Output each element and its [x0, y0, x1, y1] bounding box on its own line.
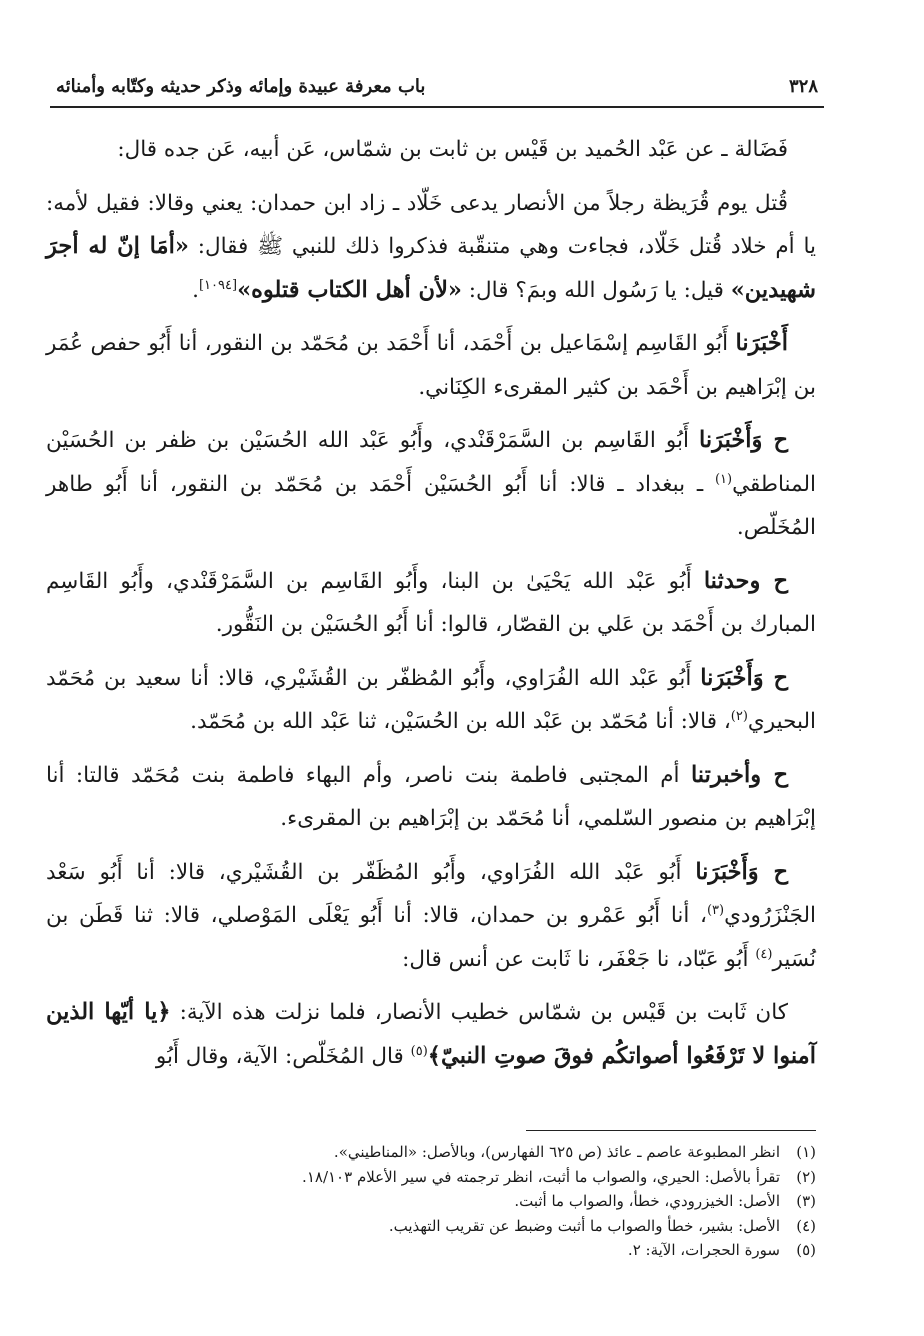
paragraph [46, 560, 816, 647]
footnote-text: انظر المطبوعة عاصم ـ عائذ (ص ٦٢٥ الفهارس)، وبالأصل: «المناطيني». [333, 1143, 780, 1161]
footnote [46, 1189, 816, 1214]
footnote-ref: (٣) [706, 902, 725, 918]
text-segment: أَبُو القَاسِم إسْمَاعيل بن أَحْمَد، أنا أَحْمَد بن مُحَمّد بن النقور، أنا أَبُو حفص عُمَر بن إبْرَاهيم بن أَحْمَد بن كثير المقرىء الكِنَاني. [46, 331, 816, 400]
text-segment: ـ ببغداد ـ قالا: أنا أَبُو الحُسَيْن أَحْمَد بن مُحَمّد بن النقور، أنا أَبُو طاهر المُخَلّص. [46, 471, 816, 540]
paragraph [46, 322, 816, 409]
bold-text: أَخْبَرَنا [735, 330, 788, 356]
footnote [46, 1214, 816, 1239]
text-segment: أَبُو عَبّاد، نا جَعْفَر، نا ثَابت عن أنس قال: [402, 946, 756, 972]
footnote-number: (٣) [796, 1192, 816, 1210]
text-segment: قال المُخَلّص: الآية، وقال أَبُو [155, 1043, 411, 1069]
footnote-number: (١) [796, 1143, 816, 1161]
bold-text: ﴿يا أيّها الذين آمنوا لا تَرْفَعُوا أصواتكُم فوقَ صوتِ النبيّ﴾ [46, 999, 816, 1069]
text-segment: . [192, 277, 199, 303]
bold-text: ح وحدثنا [703, 567, 788, 594]
footnote-separator [526, 1130, 816, 1131]
bold-text: «لأن أهل الكتاب قتلوه» [237, 276, 462, 303]
footnote [46, 1238, 816, 1263]
text-segment: أَبُو عَبْد الله الفُرَاوي، وأَبُو المُظَفّر بن القُشَيْري، قالا: أنا أَبُو سَعْد الجَنْزَرُودي [46, 859, 816, 928]
footnotes [46, 1140, 816, 1263]
text-segment: قيل: يا رَسُول الله وبمَ؟ قال: [461, 277, 731, 303]
text-segment: كان ثَابت بن قَيْس بن شمّاس خطيب الأنصار، فلما نزلت هذه الآية: [170, 1000, 789, 1025]
bold-text: ح وَأَخْبَرَنا [699, 427, 788, 453]
bold-text: ح وَأَخْبَرَنا [695, 858, 788, 885]
footnote-ref: (١) [714, 471, 733, 487]
bold-text: ح وأخبرتنا [690, 761, 788, 788]
footnote-number: (٥) [796, 1241, 816, 1259]
running-title: باب معرفة عبيدة وإمائه وذكر حديثه وكتّابه وأمنائه [56, 75, 426, 97]
paragraph [46, 991, 816, 1078]
footnote-text: الأصل: الخيزرودي، خطأ، والصواب ما أثبت. [514, 1192, 780, 1210]
text-segment: أم المجتبى فاطمة بنت ناصر، وأم البهاء فاطمة بنت مُحَمّد قالتا: أنا إبْرَاهيم بن منصور السّلمي، أنا مُحَمّد بن إبْرَاهيم بن المقرىء. [46, 762, 816, 831]
page-header [56, 68, 818, 104]
footnote-text: تقرأ بالأصل: الحيري، والصواب ما أثبت، انظر ترجمته في سير الأعلام ١٨/١٠٣. [302, 1167, 780, 1186]
footnote-text: الأصل: بشير، خطأ والصواب ما أثبت وضبط عن تقريب التهذيب. [388, 1216, 780, 1235]
text-segment: أَبُو عَبْد الله يَحْيَىٰ بن البنا، وأَبُو القَاسِم بن السَّمَرْقَنْدي، وأَبُو القَاسِم المبارك بن أَحْمَد بن عَلي بن القصّار، قالوا: أنا أَبُو الحُسَيْن بن النَقُّور. [46, 568, 816, 637]
footnote-ref: (٥) [410, 1043, 428, 1059]
footnote-number: (٤) [796, 1216, 816, 1235]
footnote-text: سورة الحجرات، الآية: ٢. [627, 1241, 780, 1259]
bold-text: «أمَا إنّ له أجرَ شهيدين» [46, 233, 816, 303]
footnote-ref: (٤) [755, 946, 773, 962]
text-segment: قُتل يوم قُرَيظة رجلاً من الأنصار يدعى خَلّاد ـ زاد ابن حمدان: يعني وقالا: فقيل لأمه: يا أم خلاد قُتل خَلّاد، فجاءت وهي متنقّبة فذكروا ذلك للنبي ﷺ فقال: [46, 190, 816, 259]
header-rule [50, 106, 824, 108]
paragraph [46, 754, 816, 841]
text-segment: ، أنا أَبُو عَمْرو بن حمدان، قالا: أنا أَبُو يَعْلَى المَوْصلي، قالا: ثنا قَطَن بن نُسَير [46, 903, 816, 972]
bold-text: ح وَأَخْبَرَنا [700, 664, 788, 691]
footnote [46, 1140, 816, 1165]
paragraph [46, 182, 816, 313]
paragraph [46, 657, 816, 744]
footnote-ref: (٢) [730, 708, 748, 724]
text-segment: أَبُو القَاسِم بن السَّمَرْقَنْدي، وأَبُو عَبْد الله الحُسَيْن بن ظفر بن الحُسَيْن المناطقي [46, 428, 816, 497]
paragraph [46, 419, 816, 550]
paragraph [46, 128, 816, 172]
footnote [46, 1165, 816, 1190]
main-text [46, 128, 816, 1078]
paragraph [46, 851, 816, 982]
text-segment: فَضَالة ـ عن عَبْد الحُميد بن قَيْس بن ثابت بن شمّاس، عَن أبيه، عَن جده قال: [117, 137, 788, 162]
page-number: ٣٢٨ [788, 75, 818, 97]
text-segment: ، قالا: أنا مُحَمّد بن عَبْد الله بن الحُسَيْن، ثنا عَبْد الله بن مُحَمّد. [190, 709, 731, 734]
footnote-ref: [١٠٩٤] [198, 277, 238, 293]
footnote-number: (٢) [796, 1167, 816, 1186]
text-segment: أَبُو عَبْد الله الفُرَاوي، وأَبُو المُظفّر بن القُشَيْري، قالا: أنا سعيد بن مُحَمّد البحيري [46, 665, 816, 734]
